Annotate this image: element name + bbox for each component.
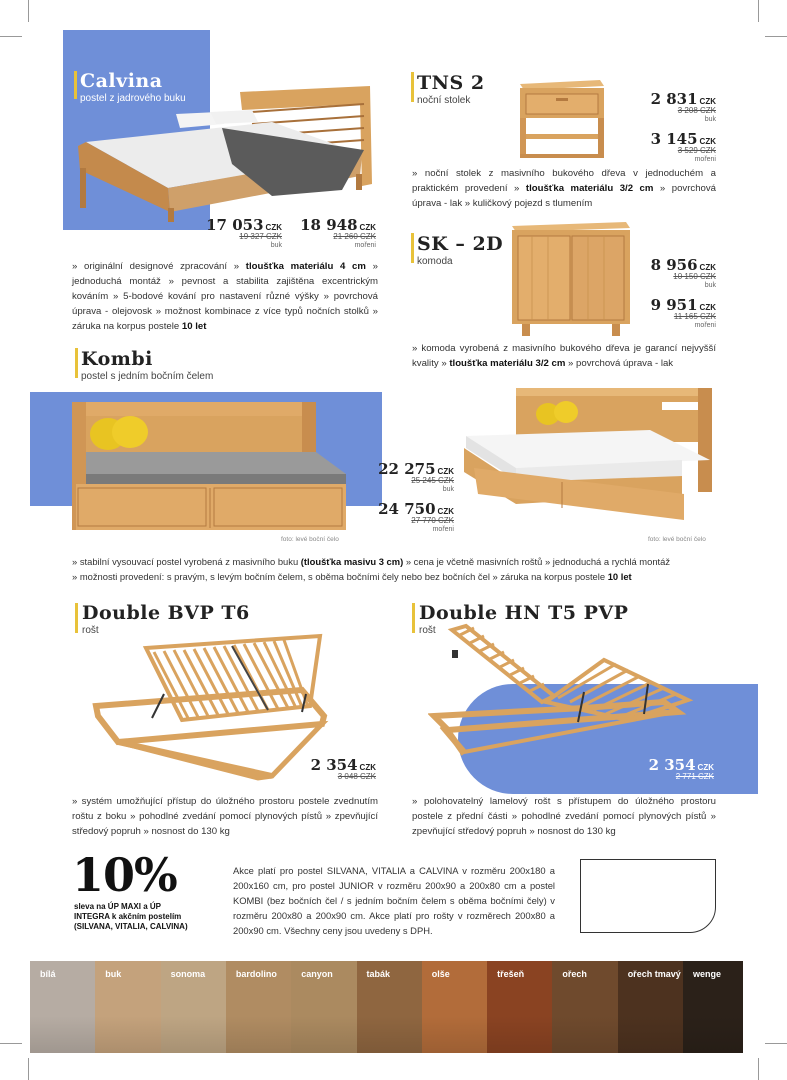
swatch-label: bardolino bbox=[235, 969, 277, 979]
currency: CZK bbox=[697, 763, 714, 772]
emphasis-text: tloušťka materiálu 3/2 cm bbox=[449, 358, 566, 369]
swatch-label: bílá bbox=[40, 969, 56, 979]
currency: CZK bbox=[699, 97, 716, 106]
bvp-description bbox=[72, 794, 378, 839]
tns2-heading bbox=[417, 74, 485, 106]
calvina-subtitle: postel z jadrového buku bbox=[80, 93, 186, 104]
wood-label: mořeni bbox=[694, 155, 716, 163]
wood-label: mořeni bbox=[354, 241, 376, 249]
sk2d-subtitle: komoda bbox=[417, 256, 453, 267]
swatch-label: buk bbox=[105, 969, 122, 979]
old-price: 3 208 CZK bbox=[677, 106, 716, 115]
price-value: 17 053 bbox=[206, 216, 264, 234]
bvp-price bbox=[280, 758, 376, 782]
kombi-price-1 bbox=[360, 462, 454, 493]
kombi-title: Kombi bbox=[81, 348, 153, 370]
wood-label: buk bbox=[704, 281, 716, 289]
sk2d-price-2 bbox=[620, 298, 716, 329]
sk2d-title: SK – 2D bbox=[417, 233, 504, 255]
tns2-title: TNS 2 bbox=[417, 72, 485, 94]
swatch-label: třešeň bbox=[497, 969, 525, 979]
swatch-label: ořech bbox=[562, 969, 587, 979]
currency: CZK bbox=[699, 263, 716, 272]
crop-mark bbox=[758, 0, 759, 22]
kombi-description-line-2 bbox=[72, 569, 722, 584]
hn-description bbox=[412, 794, 716, 839]
wood-label: mořeni bbox=[694, 321, 716, 329]
swatch-label: ořech tmavý bbox=[627, 969, 681, 979]
promo-line-1: sleva na ÚP MAXI a ÚP bbox=[74, 902, 161, 911]
emphasis-text: tloušťka materiálu 4 cm bbox=[245, 261, 366, 272]
calvina-price-2 bbox=[284, 218, 376, 249]
text-run: » komoda vyrobená z masivního bukového dřeva je garancí nejvyšší kvality » bbox=[412, 343, 716, 369]
text-run: » možnosti provedení: s pravým, s levým bočním čelem, s oběma bočními čely nebo bez bočních čel » záruka na korpus postele bbox=[72, 571, 608, 582]
swatch-3 bbox=[226, 961, 292, 1053]
tns2-subtitle: noční stolek bbox=[417, 95, 471, 106]
tns2-price-1 bbox=[620, 92, 716, 123]
old-price: 2 771 CZK bbox=[675, 772, 714, 781]
currency: CZK bbox=[359, 223, 376, 232]
promo-subtext bbox=[74, 902, 188, 932]
bvp-subtitle: rošt bbox=[82, 625, 99, 636]
title-accent-bar bbox=[411, 233, 414, 263]
price-value: 2 831 bbox=[650, 90, 698, 108]
text-run: » povrchová úprava - lak bbox=[565, 358, 674, 369]
old-price: 25 245 CZK bbox=[411, 476, 454, 485]
wood-label: buk bbox=[442, 485, 454, 493]
promo-line-2: INTEGRA k akčním postelím bbox=[74, 912, 182, 921]
bvp-title: Double BVP T6 bbox=[82, 602, 250, 624]
text-run: » originální designové zpracování » bbox=[72, 261, 246, 272]
kombi-photo-caption-2: foto: levé boční čelo bbox=[648, 536, 706, 543]
hn-title: Double HN T5 PVP bbox=[419, 602, 629, 624]
emphasis-text: tloušťka materiálu 3/2 cm bbox=[525, 183, 654, 194]
title-accent-bar bbox=[75, 603, 78, 633]
swatch-0 bbox=[30, 961, 96, 1053]
price-value: 22 275 bbox=[378, 460, 436, 478]
swatch-4 bbox=[291, 961, 357, 1053]
swatch-label: wenge bbox=[693, 969, 722, 979]
hn-subtitle: rošt bbox=[419, 625, 436, 636]
text-run: » povrchová úprava - lak » kuličkový pojezd s tlumením bbox=[412, 183, 716, 209]
emphasis-text: 10 let bbox=[181, 321, 207, 332]
swatch-label: sonoma bbox=[170, 969, 206, 979]
kombi-bed-image-2 bbox=[452, 384, 720, 534]
swatch-2 bbox=[161, 961, 227, 1053]
emphasis-text: (tloušťka masivu 3 cm) bbox=[300, 556, 404, 567]
kombi-heading bbox=[81, 350, 213, 382]
wood-label: buk bbox=[704, 115, 716, 123]
price-value: 18 948 bbox=[300, 216, 358, 234]
swatch-10 bbox=[683, 961, 743, 1053]
swatch-7 bbox=[487, 961, 553, 1053]
title-accent-bar bbox=[412, 603, 415, 633]
title-accent-bar bbox=[75, 348, 78, 378]
calvina-bed-image bbox=[72, 84, 382, 224]
swatch-1 bbox=[95, 961, 161, 1053]
text-run: » jednoduchá montáž » pevnost a stabilita zajištěna excentrickým kováním » 5-bodové kování pro nastavení různé výšky » povrchová úprava - olejovosk » možnost kombinace z více typů nočních stolků » záruka na korpus postele bbox=[72, 261, 378, 332]
text-run: » systém umožňující přístup do úložného prostoru postele zvednutím roštu z boku » pohodlné zvedání pomocí plynových pístů » zpevňující středový popruh » nosnost do 130 kg bbox=[72, 796, 378, 837]
currency: CZK bbox=[437, 467, 454, 476]
text-run: » stabilní vysouvací postel vyrobená z masivního buku bbox=[72, 556, 301, 567]
currency: CZK bbox=[437, 507, 454, 516]
crop-mark bbox=[765, 36, 787, 37]
sk2d-price-1 bbox=[620, 258, 716, 289]
promo-terms: Akce platí pro postel SILVANA, VITALIA a CALVINA v rozměru 200x180 a 200x160 cm, pro postel JUNIOR v rozměru 200x90 a 200x80 cm a postel KOMBI (bez bočních čel / s jedním bočním čelem s oběma bočními čely) v rozměru 200x80 a 200x90 cm. Akce platí pro rošty v rozměrech 200x80 a 200x90 cm. Všechny ceny jsou uvedeny s DPH. bbox=[233, 865, 555, 936]
sk2d-description bbox=[412, 341, 716, 371]
sk2d-heading bbox=[417, 235, 503, 267]
calvina-price-1 bbox=[190, 218, 282, 249]
crop-mark bbox=[0, 36, 22, 37]
title-accent-bar bbox=[411, 72, 414, 102]
promo-percent: 10% bbox=[72, 848, 177, 902]
promo-box-outline bbox=[580, 859, 716, 933]
swatch-5 bbox=[357, 961, 423, 1053]
emphasis-text: 10 let bbox=[607, 571, 632, 582]
wood-label: mořeni bbox=[432, 525, 454, 533]
swatch-label: olše bbox=[431, 969, 450, 979]
old-price: 11 165 CZK bbox=[673, 312, 716, 321]
price-value: 2 354 bbox=[310, 756, 358, 774]
kombi-subtitle: postel s jedním bočním čelem bbox=[81, 371, 214, 382]
kombi-photo-caption-1: foto: levé boční čelo bbox=[281, 536, 339, 543]
text-run: » cena je včetně masivních roštů » jednoduchá a rychlá montáž bbox=[403, 556, 671, 567]
price-value: 8 956 bbox=[650, 256, 698, 274]
price-value: 3 145 bbox=[650, 130, 698, 148]
text-run: » noční stolek z masivního bukového dřeva v jednoduchém a praktickém provedení » bbox=[412, 168, 716, 194]
kombi-bed-image-1 bbox=[70, 398, 350, 534]
crop-mark bbox=[0, 1043, 22, 1044]
tns2-description bbox=[412, 166, 716, 211]
hn-price bbox=[618, 758, 714, 782]
promo-line-3: (SILVANA, VITALIA, CALVINA) bbox=[74, 922, 188, 931]
old-price: 3 048 CZK bbox=[337, 772, 376, 781]
price-value: 9 951 bbox=[650, 296, 698, 314]
price-value: 24 750 bbox=[378, 500, 436, 518]
old-price: 27 770 CZK bbox=[411, 516, 454, 525]
sk2d-dresser-image bbox=[508, 220, 634, 340]
old-price: 21 260 CZK bbox=[333, 232, 376, 241]
crop-mark bbox=[28, 0, 29, 22]
old-price: 19 327 CZK bbox=[239, 232, 282, 241]
kombi-description-line-1 bbox=[72, 554, 722, 569]
old-price: 10 150 CZK bbox=[673, 272, 716, 281]
currency: CZK bbox=[699, 303, 716, 312]
calvina-description bbox=[72, 259, 378, 334]
crop-mark bbox=[28, 1058, 29, 1080]
currency: CZK bbox=[265, 223, 282, 232]
swatch-label: tabák bbox=[366, 969, 391, 979]
swatch-label: canyon bbox=[301, 969, 333, 979]
tns2-nightstand-image bbox=[512, 74, 608, 164]
hn-slatted-frame-image bbox=[428, 622, 704, 762]
price-value: 2 354 bbox=[648, 756, 696, 774]
old-price: 3 529 CZK bbox=[677, 146, 716, 155]
calvina-title: Calvina bbox=[80, 70, 163, 92]
tns2-price-2 bbox=[620, 132, 716, 163]
kombi-price-2 bbox=[360, 502, 454, 533]
currency: CZK bbox=[359, 763, 376, 772]
text-run: » polohovatelný lamelový rošt s přístupem do úložného prostoru postele z přední části » pohodlné zvedání pomocí plynových pístů » zpevňující středový popruh » nosnost do 130 kg bbox=[412, 796, 716, 837]
wood-label: buk bbox=[270, 241, 282, 249]
crop-mark bbox=[765, 1043, 787, 1044]
swatch-9 bbox=[618, 961, 684, 1053]
swatch-6 bbox=[422, 961, 488, 1053]
currency: CZK bbox=[699, 137, 716, 146]
crop-mark bbox=[758, 1058, 759, 1080]
swatch-8 bbox=[552, 961, 618, 1053]
